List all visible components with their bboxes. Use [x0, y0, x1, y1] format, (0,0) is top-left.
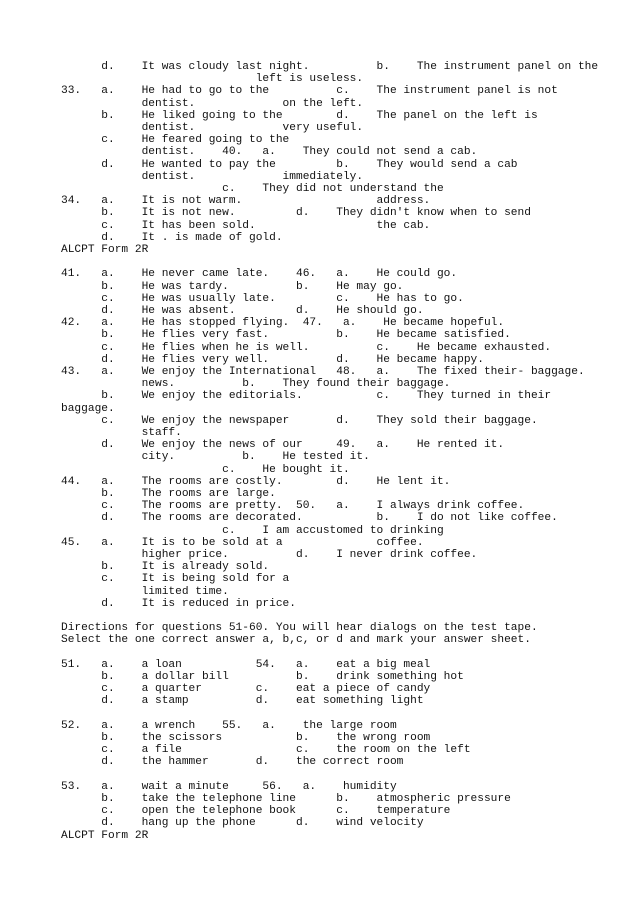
text-line: b. He was tardy. b. He may go.	[61, 280, 404, 293]
text-line: 34. a. It is not warm. address.	[61, 195, 431, 208]
text-line: c. open the telephone book c. temperature	[61, 805, 451, 818]
text-line: news. b. They found their baggage.	[61, 378, 451, 391]
text-line: c. They did not understand the	[61, 183, 444, 195]
text-line: c. It is being sold for a	[61, 573, 290, 586]
text-line: c. The rooms are pretty. 50. a. I always drink coffee.	[61, 500, 525, 513]
text-line: c. He bought it.	[61, 463, 350, 476]
text-line: c. a quarter c. eat a piece of candy	[61, 683, 431, 696]
text-line: 44. a. The rooms are costly. d. He lent it.	[61, 475, 451, 488]
text-line: 43. a. We enjoy the International 48. a. The fixed their- baggage.	[61, 366, 585, 378]
text-line: 33. a. He had to go to the c. The instrument panel is not	[61, 85, 558, 98]
text-line: d. It is reduced in price.	[61, 597, 296, 610]
text-line: b. He liked going to the d. The panel on the left is	[61, 109, 538, 122]
text-line: 41. a. He never came late. 46. a. He could go.	[61, 268, 458, 281]
text-line: dentist. immediately.	[61, 170, 364, 183]
text-line: 42. a. He has stopped flying. 47. a. He became hopeful.	[61, 317, 505, 330]
text-line: d. hang up the phone d. wind velocity	[61, 817, 424, 830]
text-line: 52. a. a wrench 55. a. the large room	[61, 719, 397, 732]
text-line: b. It is not new. d. They didn't know when to send	[61, 207, 531, 220]
text-line: dentist. 40. a. They could not send a cab.	[61, 146, 478, 159]
text-line: d. the hammer d. the correct room	[61, 756, 404, 769]
text-line: baggage.	[61, 402, 115, 415]
text-line: limited time.	[61, 585, 229, 598]
text-line: c. He flies when he is well. c. He became exhausted.	[61, 341, 552, 354]
text-line: b. It is already sold.	[61, 561, 270, 574]
text-line: c. He feared going to the	[61, 134, 290, 147]
text-line: c. I am accustomed to drinking	[61, 524, 444, 537]
text-line: c. a file c. the room on the left	[61, 744, 471, 757]
text-line: higher price. d. I never drink coffee.	[61, 549, 478, 561]
text-line: staff.	[61, 427, 182, 439]
text-line: b. the scissors b. the wrong room	[61, 732, 431, 744]
text-line: b. The rooms are large.	[61, 488, 276, 500]
text-line: d. It . is made of gold.	[61, 231, 283, 244]
text-line: ALCPT Form 2R	[61, 829, 149, 842]
text-line: dentist. very useful.	[61, 122, 364, 134]
text-line: 45. a. It is to be sold at a coffee.	[61, 536, 424, 549]
text-line: left is useless.	[61, 73, 364, 86]
text-line: d. He was absent. d. He should go.	[61, 305, 424, 317]
text-line: Directions for questions 51-60. You will hear dialogs on the test tape.	[61, 622, 538, 635]
text-line: b. a dollar bill b. drink something hot	[61, 671, 464, 683]
text-line: city. b. He tested it.	[61, 451, 370, 464]
text-line: d. It was cloudy last night. b. The instrument panel on the	[61, 61, 599, 73]
text-line: d. We enjoy the news of our 49. a. He rented it.	[61, 439, 505, 452]
text-line: b. We enjoy the editorials. c. They turned in their	[61, 390, 552, 403]
text-line: b. take the telephone line b. atmospheric pressure	[61, 793, 511, 805]
text-line: d. He flies very well. d. He became happy.	[61, 353, 484, 366]
text-line: dentist. on the left.	[61, 97, 364, 110]
text-line: Select the one correct answer a, b,c, or d and mark your answer sheet.	[61, 634, 531, 647]
text-line: c. We enjoy the newspaper d. They sold their baggage.	[61, 414, 538, 427]
text-line: c. He was usually late. c. He has to go.	[61, 292, 464, 305]
text-line: c. It has been sold. the cab.	[61, 219, 431, 232]
text-line: d. The rooms are decorated. b. I do not like coffee.	[61, 512, 558, 525]
text-line: 51. a. a loan 54. a. eat a big meal	[61, 658, 431, 671]
text-line: b. He flies very fast. b. He became satisfied.	[61, 329, 511, 342]
text-line: ALCPT Form 2R	[61, 244, 149, 256]
text-line: d. He wanted to pay the b. They would send a cab	[61, 158, 518, 171]
text-line: d. a stamp d. eat something light	[61, 695, 424, 708]
text-line: 53. a. wait a minute 56. a. humidity	[61, 780, 397, 793]
